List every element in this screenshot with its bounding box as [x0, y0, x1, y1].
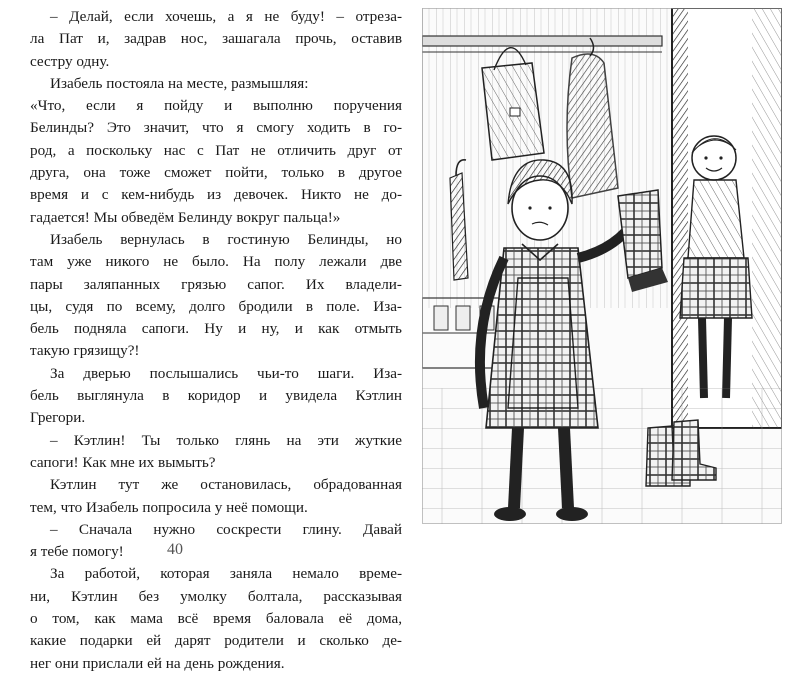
main-girl-leg: [514, 428, 518, 508]
text-line: Изабель постояла на месте, размышляя:: [50, 74, 309, 92]
text-column: [30, 6, 402, 675]
main-girl-eye: [548, 206, 551, 209]
paragraph: [30, 563, 402, 674]
main-girl-shoe: [494, 507, 526, 521]
text-line: тем, что Изабель попросила у неё помощи.: [30, 498, 308, 516]
peeking-girl-leg: [702, 318, 704, 398]
text-line: За работой, которая заняла немало време-: [50, 565, 402, 583]
floor: [422, 388, 782, 524]
text-line: время и с кем-нибудь из девочек. Никто не до-: [30, 186, 402, 204]
bag-clasp: [510, 108, 520, 116]
peeking-girl-leg: [726, 318, 728, 398]
text-line: «Что, если я пойду и выполню поручения: [30, 97, 402, 115]
text-line: там уже никого не было. На полу лежали две: [30, 253, 402, 271]
text-line: друга, она тоже сможет пойти, только в другое: [30, 164, 402, 182]
page-number: 40: [167, 541, 183, 558]
paragraph: [30, 519, 402, 564]
text-line: бель подняла сапоги. Ну и ну, и как отмыть: [30, 320, 402, 338]
text-line: сапоги! Как мне их вымыть?: [30, 453, 216, 471]
text-line: цы, судя по всему, долго бродили в поле. Иза-: [30, 297, 402, 315]
text-line: пары заляпанных грязью сапог. Их владели-: [30, 275, 402, 293]
main-girl-leg: [564, 428, 568, 508]
door-edge: [672, 8, 688, 428]
text-line: Кэтлин тут же остановилась, обрадованная: [50, 476, 402, 494]
main-girl-shoe: [556, 507, 588, 521]
peeking-girl-eye: [704, 156, 707, 159]
text-line: ни, Кэтлин без умолку болтала, рассказывая: [30, 587, 402, 605]
text-line: гадается! Мы обведём Белинду вокруг пальца!»: [30, 208, 341, 226]
text-line: – Сначала нужно соскрести глину. Давай: [50, 520, 402, 538]
paragraph: [30, 430, 402, 475]
text-line: ла Пат и, задрав нос, зашагала прочь, оставив: [30, 30, 402, 48]
paragraph: [30, 229, 402, 363]
text-line: – Кэтлин! Ты только глянь на эти жуткие: [50, 431, 402, 449]
text-line: я тебе помогу!: [30, 543, 124, 561]
peeking-girl-body: [688, 180, 744, 258]
paragraph: [30, 363, 402, 430]
text-line: Изабель вернулась в гостиную Белинды, но: [50, 230, 402, 248]
paragraph: [30, 73, 402, 229]
peeking-girl-skirt: [680, 258, 752, 318]
main-girl-apron: [508, 278, 578, 408]
text-line: – Делай, если хочешь, а я не буду! – отреза-: [50, 8, 402, 25]
rack-boot: [456, 306, 470, 330]
rack-boot: [434, 306, 448, 330]
text-line: какие подарки ей дарят родители и сколько де-: [30, 632, 402, 650]
girl-holding-muddy-boots-illustration: [422, 8, 782, 524]
text-line: род, а поскольку нас с Пат не отличить друг от: [30, 141, 402, 159]
main-girl-eye: [528, 206, 531, 209]
text-line: Грегори.: [30, 409, 86, 427]
text-line: нег они прислали ей на день рождения.: [30, 654, 285, 672]
paragraph: [30, 474, 402, 519]
door-shadow: [752, 8, 782, 428]
text-line: о том, как мама всё время баловала её дома,: [30, 610, 402, 628]
coat-shelf: [422, 36, 662, 46]
text-line: За дверью послышались чьи-то шаги. Иза-: [50, 364, 402, 382]
text-line: такую грязищу?!: [30, 342, 140, 360]
peeking-girl-head: [692, 136, 736, 180]
text-line: бель выглянула в коридор и увидела Кэтлин: [30, 387, 402, 405]
text-line: сестру одну.: [30, 52, 110, 70]
text-line: Белинды? Это значит, что я смогу ходить в го-: [30, 119, 402, 137]
paragraph: [30, 6, 402, 73]
peeking-girl-eye: [719, 156, 722, 159]
illustration-drawing: [422, 8, 782, 524]
